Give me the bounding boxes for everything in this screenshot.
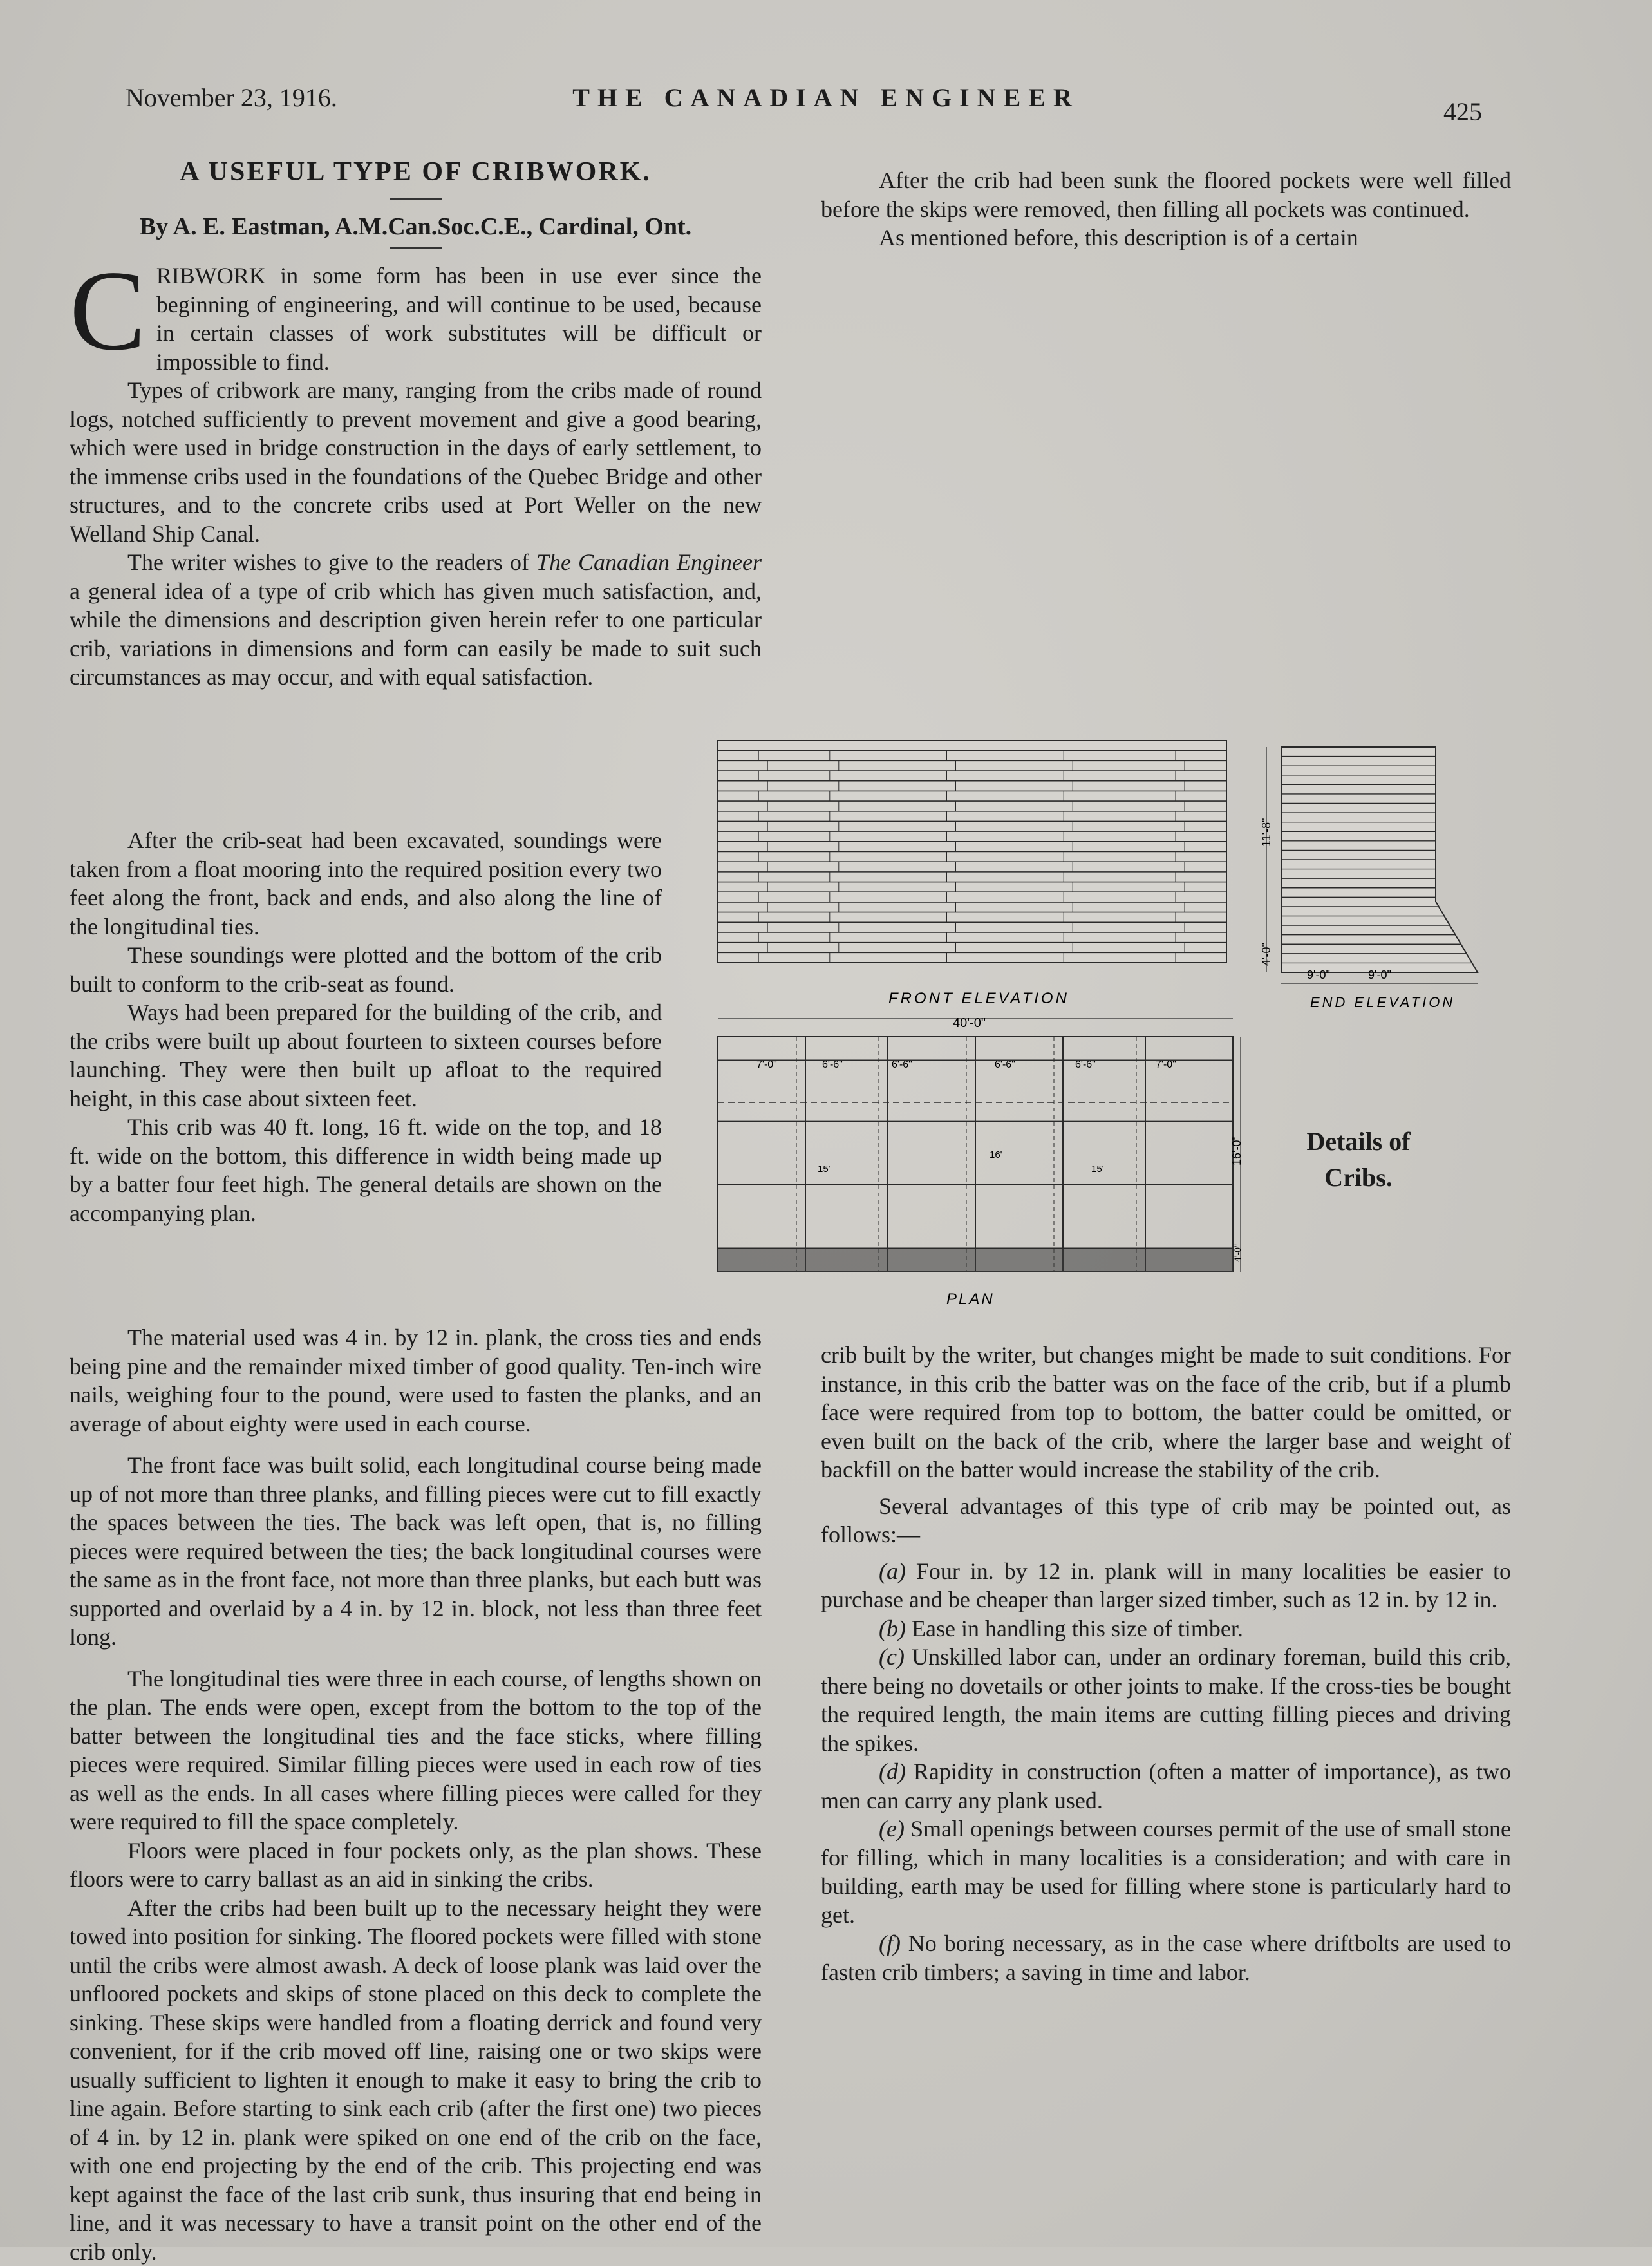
dim-end-lower: 4'-0" xyxy=(1260,943,1273,966)
dim-end-width-a: 9'-0" xyxy=(1307,968,1330,981)
paragraph-10: The longitudinal ties were three in each course, of lengths shown on the plan. The ends were open, except from the bottom to the top of the batter between the longitudinal ties and the face sticks, where filling pieces were required. Similar filling pieces were used in each row of ties as well as the ends. In all cases where filling pieces were called for they were required to fill the space completely. xyxy=(70,1665,762,1836)
dim-end-width-b: 9'-0" xyxy=(1368,968,1391,981)
dim-bay-5: 6'-6" xyxy=(1075,1059,1096,1070)
dim-tie-a: 16' xyxy=(990,1149,1002,1160)
list-item-b: (b) Ease in handling this size of timber. xyxy=(821,1614,1511,1643)
list-item-e: (e) Small openings between courses permit of the use of small stone for filling, which in many localities is a consideration; and with care in building, earth may be used for filling where stone is particularly hard to get. xyxy=(821,1815,1511,1929)
figure-caption: Details of Cribs. xyxy=(1281,1124,1436,1196)
drop-cap: C xyxy=(70,265,146,355)
dim-bay-3: 6'-6" xyxy=(892,1059,912,1070)
list-item-d: (d) Rapidity in construction (often a matter of importance), as two men can carry any plank used. xyxy=(821,1757,1511,1815)
dim-plan-side: 4'-0" xyxy=(1232,1244,1243,1262)
paragraph-14-start: As mentioned before, this description is of a certain xyxy=(821,223,1511,252)
end-elevation-drawing xyxy=(1266,747,1478,983)
dim-tie-b: 15' xyxy=(818,1164,831,1175)
dim-end-upper: 11'-8" xyxy=(1260,818,1273,847)
title-rule xyxy=(390,198,442,200)
paragraph-9: The front face was built solid, each longitudinal course being made up of not more than three planks, and filling pieces were cut to fill exactly the spaces between the ties. The back was left open, that is, no filling pieces were required between the ties; the back longitudinal courses were the same as in the front face, not more than three planks, but each butt was supported and overlaid by a 4 in. by 12 in. block, not less than three feet long. xyxy=(70,1451,762,1652)
dim-bay-1: 7'-0" xyxy=(756,1059,777,1070)
paragraph-5: These soundings were plotted and the bottom of the crib built to conform to the crib-seat as found. xyxy=(70,941,662,998)
cribwork-figure xyxy=(705,728,1535,1307)
paragraph-12: After the cribs had been built up to the necessary height they were towed into position for sinking. The floored pockets were filled with stone until the cribs were almost awash. A deck of loose plank was laid over the unfloored pockets and skips of stone placed on this deck to complete the sinking. These skips were handled from a floating derrick and found very convenient, for if the crib moved off line, raising one or two skips were usually sufficient to lighten it enough to make it easy to bring the crib to line again. Before starting to sink each crib (after the first one) two pieces of 4 in. by 12 in. plank were spiked on one end of the crib on the face, with one end projecting by the end of the crib. This projecting end was kept against the face of the last crib sunk, thus insuring that end being in line, and it was necessary to have a transit point on the other end of the crib only. xyxy=(70,1894,762,2266)
left-column-top xyxy=(70,158,762,692)
paragraph-8: The material used was 4 in. by 12 in. plank, the cross ties and ends being pine and the remainder mixed timber of good quality. Ten-inch wire nails, weighing four to the pound, were used to fasten the planks, and an average of about eighty were used in each course. xyxy=(70,1323,762,1438)
plan-drawing xyxy=(718,1019,1241,1272)
right-column-bottom xyxy=(821,1341,1511,1987)
front-elevation-label: FRONT ELEVATION xyxy=(888,990,1069,1007)
paragraph-3: The writer wishes to give to the readers of The Canadian Engineer a general idea of a type of crib which has given much satisfaction, and, while the dimensions and description given herein refer to one particular crib, variations in dimensions and form can easily be made to suit such circumstances as may occur, and with equal satisfaction. xyxy=(70,548,762,692)
paragraph-15: Several advantages of this type of crib may be pointed out, as follows:— xyxy=(821,1492,1511,1549)
right-column-top xyxy=(821,166,1511,252)
paragraph-7: This crib was 40 ft. long, 16 ft. wide on the top, and 18 ft. wide on the bottom, this difference in width being made up by a batter four feet high. The general details are shown on the accompanying plan. xyxy=(70,1113,662,1227)
dim-plan-depth: 16'-0" xyxy=(1230,1136,1243,1166)
list-item-a: (a) Four in. by 12 in. plank will in many localities be easier to purchase and be cheaper than larger sized timber, such as 12 in. by 12 in. xyxy=(821,1557,1511,1614)
paragraph-14-cont: crib built by the writer, but changes might be made to suit conditions. For instance, in this crib the batter was on the face of the crib, but if a plumb face were required from top to bottom, the batter could be omitted, or even built on the back of the crib, where the larger base and weight of backfill on the batter would increase the stability of the crib. xyxy=(821,1341,1511,1484)
dim-plan-length: 40'-0" xyxy=(953,1016,986,1030)
end-elevation-label: END ELEVATION xyxy=(1310,994,1455,1010)
issue-date: November 23, 1916. xyxy=(126,82,337,113)
journal-title: THE CANADIAN ENGINEER xyxy=(0,82,1652,113)
paragraph-4: After the crib-seat had been excavated, soundings were taken from a float mooring into the required position every two feet along the front, back and ends, and also along the line of the longitudinal ties. xyxy=(70,826,662,941)
page-number: 425 xyxy=(1443,97,1482,127)
plan-label: PLAN xyxy=(946,1290,995,1307)
byline-rule xyxy=(390,247,442,249)
paragraph-11: Floors were placed in four pockets only, as the plan shows. These floors were to carry ballast as an aid in sinking the cribs. xyxy=(70,1836,762,1894)
dim-bay-6: 7'-0" xyxy=(1156,1059,1176,1070)
list-item-c: (c) Unskilled labor can, under an ordinary foreman, build this crib, there being no dovetails or other joints to make. If the cross-ties be bought the required length, the main items are cutting filling pieces and driving the spikes. xyxy=(821,1643,1511,1757)
paragraph-6: Ways had been prepared for the building of the crib, and the cribs were built up about fourteen to sixteen courses before launching. They were then built up afloat to the required height, in this case about sixteen feet. xyxy=(70,998,662,1113)
dim-bay-4: 6'-6" xyxy=(995,1059,1015,1070)
list-item-f: (f) No boring necessary, as in the case where driftbolts are used to fasten crib timbers; a saving in time and labor. xyxy=(821,1929,1511,1987)
front-elevation-drawing xyxy=(718,741,1226,963)
article-byline: By A. E. Eastman, A.M.Can.Soc.C.E., Cardinal, Ont. xyxy=(70,212,762,241)
left-column-narrow xyxy=(70,826,662,1227)
paragraph-1: CRIBWORK in some form has been in use ever since the beginning of engineering, and will continue to be used, because in certain classes of work substitutes will be difficult or impossible to find. xyxy=(70,261,762,376)
paragraph-2: Types of cribwork are many, ranging from the cribs made of round logs, notched sufficiently to prevent movement and give a good bearing, which were used in bridge construction in the days of early settlement, to the immense cribs used in the foundations of the Quebec Bridge and other structures, and to the concrete cribs used at Port Weller on the new Welland Ship Canal. xyxy=(70,376,762,548)
paragraph-13: After the crib had been sunk the floored pockets were well filled before the skips were removed, then filling all pockets was continued. xyxy=(821,166,1511,223)
plan-front-face xyxy=(718,1249,1233,1272)
left-column-bottom xyxy=(70,1323,762,2266)
dim-tie-c: 15' xyxy=(1091,1164,1104,1175)
dim-bay-2: 6'-6" xyxy=(822,1059,843,1070)
article-title: A USEFUL TYPE OF CRIBWORK. xyxy=(70,158,762,187)
